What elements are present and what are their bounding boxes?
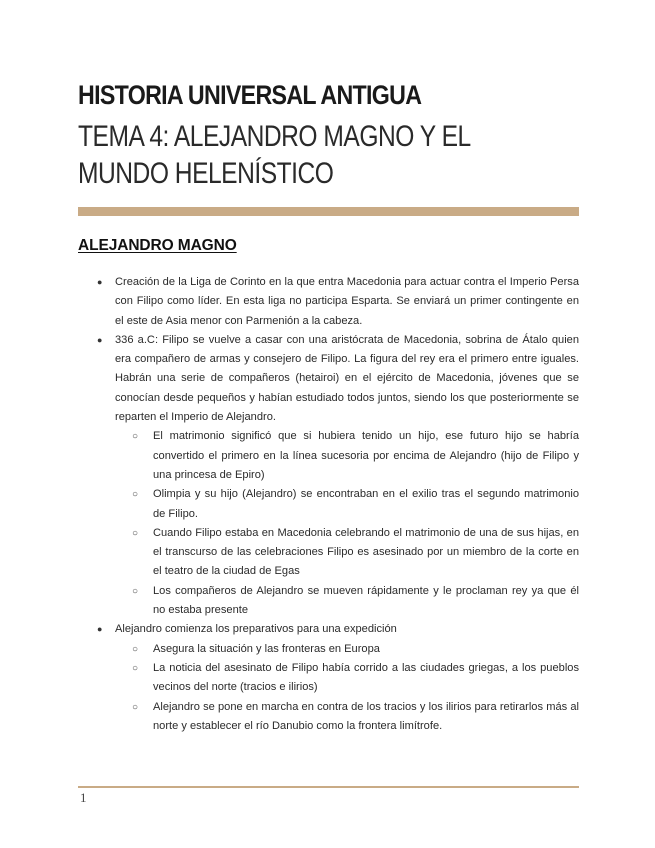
circle-bullet-icon: ○ (132, 701, 139, 713)
sub-list-item-text: La noticia del asesinato de Filipo había corrido a las ciudades griegas, a los pueblos vecinos del norte (tracios e ilirios) (153, 661, 579, 694)
sub-list-item (115, 659, 579, 698)
section-heading: ALEJANDRO MAGNO (78, 237, 237, 254)
circle-bullet-icon: ○ (132, 662, 139, 674)
sub-list-item (115, 524, 579, 582)
list-item (78, 620, 579, 736)
circle-bullet-icon: ○ (132, 585, 139, 597)
sub-list-item-text: El matrimonio significó que si hubiera tenido un hijo, ese futuro hijo se habría convertido el primero en la línea sucesoria por encima de Alejandro (hijo de Filipo y una princesa de Epiro) (153, 430, 579, 481)
header-divider (78, 207, 579, 216)
list-item-text: 336 a.C: Filipo se vuelve a casar con una aristócrata de Macedonia, sobrina de Átalo quien era compañero de armas y consejero de Filipo. La figura del rey era el primero entre iguales. Habrán una serie de compañeros (hetairoi) en el ejército de Macedonia, jóvenes que se conocían desde pequeños y habían estudiado todos juntos, siendo los que posteriormente se reparten el Imperio de Alejandro. (115, 333, 579, 424)
bullet-icon: ● (97, 277, 103, 287)
bullet-icon: ● (97, 334, 103, 345)
sub-list-item-text: Cuando Filipo estaba en Macedonia celebrando el matrimonio de una de sus hijas, en el transcurso de las celebraciones Filipo es asesinado por un miembro de la corte en el teatro de la ciudad de Egas (153, 526, 579, 578)
sub-list-item (115, 640, 579, 659)
sub-list-item-text: Alejandro se pone en marcha en contra de los tracios y los ilirios para retirarlos más al norte y establecer el río Danubio como la frontera limítrofe. (153, 700, 579, 732)
bullet-list (78, 273, 579, 736)
section-content (78, 273, 579, 736)
circle-bullet-icon: ○ (132, 489, 139, 501)
footer-divider (78, 786, 579, 788)
list-item (78, 273, 579, 331)
sub-list-item-text: Olimpia y su hijo (Alejandro) se encontraban en el exilio tras el segundo matrimonio de Filipo. (153, 488, 579, 520)
sub-list-item-text: Los compañeros de Alejandro se mueven rápidamente y le proclaman rey ya que él no estaba presente (153, 584, 579, 617)
bullet-icon: ● (97, 624, 103, 635)
sub-bullet-list (115, 640, 579, 736)
sub-list-item (115, 582, 579, 621)
circle-bullet-icon: ○ (132, 527, 139, 539)
document-title: HISTORIA UNIVERSAL ANTIGUA (78, 80, 422, 110)
sub-list-item (115, 427, 579, 485)
sub-list-item (115, 485, 579, 524)
sub-bullet-list (115, 427, 579, 620)
list-item-text: Alejandro comienza los preparativos para una expedición (115, 623, 397, 636)
list-item (78, 331, 579, 620)
sub-list-item (115, 698, 579, 737)
list-item-text: Creación de la Liga de Corinto en la que entra Macedonia para actuar contra el Imperio Persa con Filipo como líder. En esta liga no participa Esparta. Se enviará un primer contingente en el este de Asia menor con Parmenión a la cabeza. (115, 276, 579, 327)
document-subtitle: TEMA 4: ALEJANDRO MAGNO Y EL MUNDO HELENÍSTICO (78, 120, 470, 190)
circle-bullet-icon: ○ (132, 431, 139, 443)
page-number: 1 (80, 790, 87, 805)
sub-list-item-text: Asegura la situación y las fronteras en Europa (153, 642, 380, 655)
circle-bullet-icon: ○ (132, 643, 139, 655)
